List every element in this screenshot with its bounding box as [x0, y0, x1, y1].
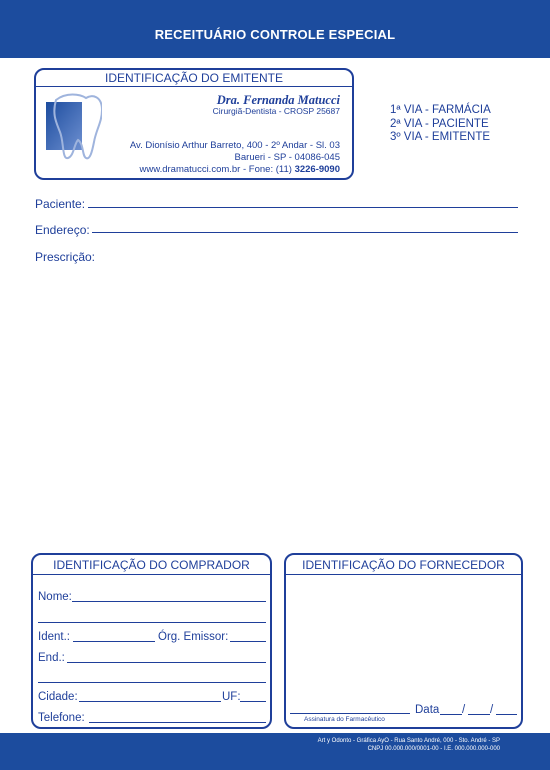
- comprador-divider: [33, 574, 270, 575]
- paciente-label: Paciente:: [35, 197, 86, 211]
- fornecedor-divider: [286, 574, 521, 575]
- fornecedor-stamp-area[interactable]: [290, 579, 517, 699]
- endereco-line[interactable]: [92, 232, 518, 233]
- telefone-line[interactable]: [89, 722, 266, 723]
- nome-line-2[interactable]: [38, 622, 266, 623]
- via-list: [390, 104, 491, 145]
- nome-line[interactable]: [72, 601, 266, 602]
- doctor-name: Dra. Fernanda Matucci: [216, 93, 340, 107]
- phone-number: 3226-9090: [294, 164, 340, 175]
- end-label: End.:: [38, 652, 65, 664]
- footer-text: [318, 738, 500, 753]
- emitente-box: [34, 68, 354, 180]
- uf-line[interactable]: [240, 701, 266, 702]
- cidade-label: Cidade:: [38, 691, 78, 703]
- date-year-line[interactable]: [496, 714, 517, 715]
- cidade-line[interactable]: [79, 701, 221, 702]
- end-line-2[interactable]: [38, 682, 266, 683]
- via-2: 2ª VIA - PACIENTE: [390, 117, 489, 130]
- comprador-box-title: IDENTIFICAÇÃO DO COMPRADOR: [53, 558, 250, 572]
- footer-line-1: Art y Odonto - Gráfica AyO - Rua Santo André, 000 - Sto. André - SP: [317, 738, 500, 744]
- date-day-line[interactable]: [440, 714, 462, 715]
- fornecedor-box: [284, 553, 523, 729]
- assinatura-line[interactable]: [290, 713, 410, 714]
- doctor-address: [130, 140, 340, 176]
- nome-label: Nome:: [38, 591, 72, 603]
- web-phone-line: [130, 164, 340, 176]
- header-bar: [0, 0, 550, 58]
- ident-label: Ident.:: [38, 631, 70, 643]
- date-separator-2: /: [490, 704, 494, 716]
- orgao-label: Órg. Emissor:: [158, 631, 229, 643]
- paciente-line[interactable]: [88, 207, 518, 208]
- footer-bar: [0, 733, 550, 770]
- via-1: 1ª VIA - FARMÁCIA: [390, 104, 491, 116]
- address-line-1: Av. Dionísio Arthur Barreto, 400 - 2º Andar - Sl. 03: [129, 140, 340, 151]
- fornecedor-box-title: IDENTIFICAÇÃO DO FORNECEDOR: [302, 558, 505, 572]
- telefone-label: Telefone:: [38, 712, 85, 724]
- date-month-line[interactable]: [468, 714, 490, 715]
- assinatura-label: Assinatura do Farmacêutico: [304, 716, 385, 723]
- orgao-line[interactable]: [230, 641, 266, 642]
- web-phone-text: www.dramatucci.com.br - Fone: (11): [139, 164, 292, 175]
- uf-label: UF:: [222, 691, 241, 703]
- end-line[interactable]: [67, 662, 266, 663]
- ident-line[interactable]: [73, 641, 155, 642]
- prescricao-label: Prescrição:: [35, 250, 96, 264]
- via-3: 3º VIA - EMITENTE: [390, 131, 491, 143]
- data-label: Data: [415, 704, 440, 716]
- date-separator-1: /: [462, 704, 466, 716]
- emitente-box-title: IDENTIFICAÇÃO DO EMITENTE: [104, 71, 283, 85]
- form-title: RECEITUÁRIO CONTROLE ESPECIAL: [154, 27, 396, 42]
- prescription-area[interactable]: [35, 268, 515, 543]
- endereco-label: Endereço:: [35, 223, 90, 237]
- doctor-cro: Cirurgiã-Dentista - CROSP 25687: [212, 106, 340, 116]
- emitente-divider: [36, 86, 352, 87]
- footer-line-2: CNPJ 00.000.000/0001-00 - I.E. 000.000.000-000: [367, 745, 500, 752]
- tooth-logo-icon: [46, 92, 102, 162]
- comprador-box: [31, 553, 272, 729]
- address-line-2: Barueri - SP - 04086-045: [234, 152, 340, 163]
